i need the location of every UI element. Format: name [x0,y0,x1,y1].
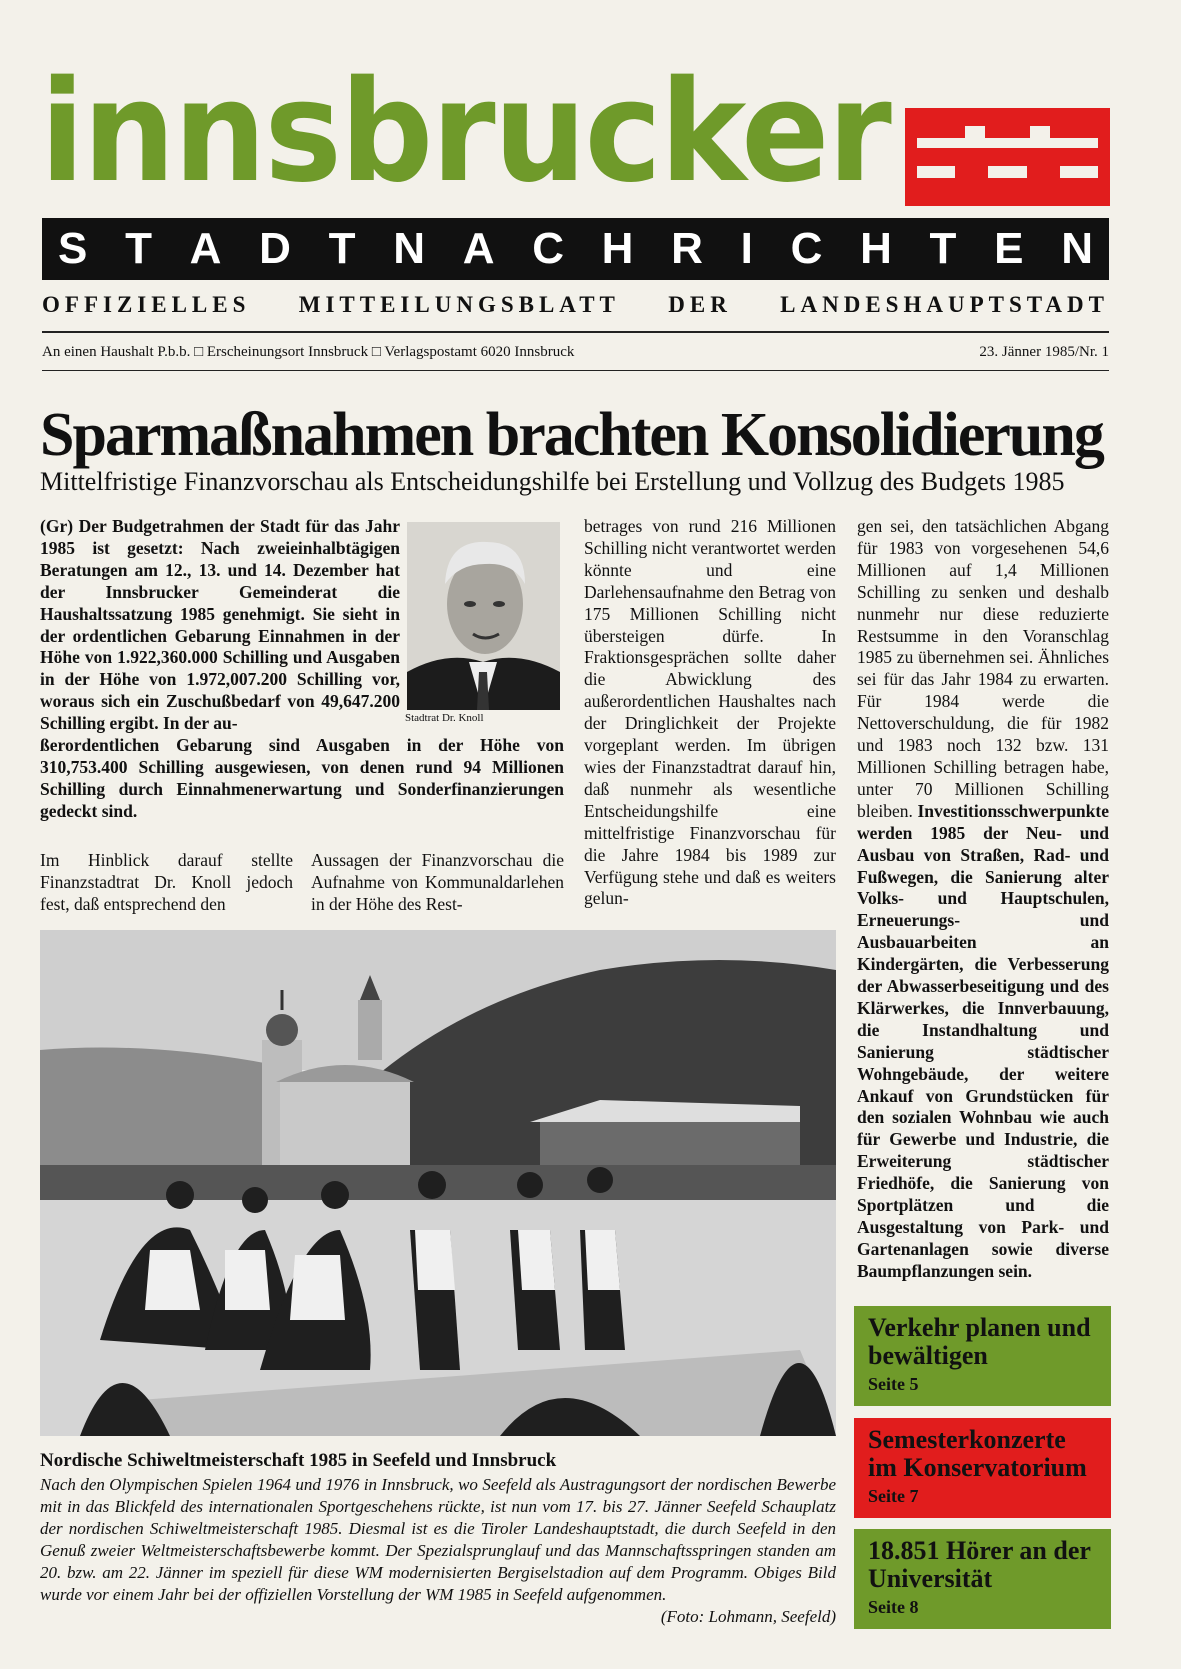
subtitle-letter: S [58,224,88,273]
subtitle-letter: E [994,224,1024,273]
article-column-4 [857,516,1109,1283]
subtitle-letter: C [790,224,823,273]
teaser-box-concerts[interactable] [854,1418,1111,1518]
divider [42,331,1109,333]
subtitle-letter: C [532,224,564,273]
subtitle-letter: A [189,224,222,273]
teaser-title: Semesterkonzerte im Konservatorium [868,1425,1087,1482]
article-subhead: Mittelfristige Finanzvorschau als Entscheidungshilfe bei Erstellung und Vollzug des Budgets 1985 [40,467,1065,496]
subtitle-letter: N [1061,224,1093,273]
subtitle-letter: T [929,224,957,273]
photo-caption-body [40,1474,836,1628]
issue-date: 23. Jänner 1985/Nr. 1 [979,344,1109,360]
tagline-word: MITTEILUNGSBLATT [298,292,620,317]
photo-caption-title: Nordische Schiweltmeisterschaft 1985 in Seefeld und Innsbruck [40,1450,557,1471]
teaser-title: Verkehr planen und bewältigen [868,1313,1091,1370]
photo-credit: (Foto: Lohmann, Seefeld) [660,1607,836,1626]
photo-caption-text: Nach den Olympischen Spielen 1964 und 1976 in Innsbruck, wo Seefeld als Austragungsort der nordischen Bewerbe mit in das Blickfeld des internationalen Sportgeschehens rückte, ist nun vom 17. bis 27. Jänner Seefeld Schauplatz der nordischen Schiweltmeisterschaft 1985. Diesmal ist es die Tiroler Landeshauptstadt, die durch Seefeld in den Genuß zweier Weltmeisterschaftsbewerbe kommt. Der Spezialsprunglauf und das Mannschaftsspringen standen am 20. bzw. am 22. Jänner im speziell für diese WM modernisierten Bergiselstadion auf dem Programm. Obiges Bild wurde vor einem Jahr bei der offiziellen Vorstellung der WM 1985 in Seefeld aufgenommen. [40,1475,836,1604]
teaser-box-traffic[interactable] [854,1306,1111,1406]
divider [42,370,1109,371]
teaser-page: Seite 7 [868,1486,919,1506]
masthead-tagline [42,292,1109,318]
subtitle-letter: T [125,224,152,273]
column-4-bold-text: Investitionsschwerpunkte werden 1985 der Neu- und Ausbau von Straßen, Rad- und Fußwegen, die Sanierung alter Volks- und Hauptschulen, Erneuerungs- und Ausbauarbeiten an Kindergärten, die Verbesserung der Abwasserbeseitigung und des Klärwerkes, die Innverbauung, die Instandhaltung und Sanierung städtischer Wohngebäude, der weitere Ankauf von Grundstücken für den sozialen Wohnbau wie auch für Gewerbe und Industrie, die Erweiterung städtischer Friedhöfe, die Sanierung von Sportplätzen und die Ausgestaltung von Park- und Gartenanlagen sowie diverse Baumpflanzungen sein. [857,800,1109,1281]
article-column-1: Im Hinblick darauf stellte Finanzstadtrat Dr. Knoll jedoch fest, daß entsprechend den [40,850,293,914]
column-4-text: gen sei, den tatsächlichen Abgang für 1983 von vorgesehenen 54,6 Millionen auf 1,4 Millionen Schilling zu senken und deshalb nunmehr nur diese reduzierte Restsumme in den Voranschlag 1985 zu übernehmen sei. Ähnliches sei für das Jahr 1984 zu erwarten. Für 1984 werde die Nettoverschuldung, die für 1982 und 1983 noch 132 bzw. 131 Millionen Schilling betragen habe, unter 70 Millionen Schilling bleiben. [857,516,1109,821]
tagline-word: DER [668,292,732,317]
lead-paragraph-continued: ßerordentlichen Gebarung sind Ausgaben in der Höhe von 310,753.400 Schilling ausgewiesen, von denen rund 94 Millionen Schilling durch Einnahmenerwartung und Sonderfinanzierungen gedeckt sind. [40,735,564,821]
subtitle-letter: R [671,224,703,273]
teaser-page: Seite 8 [868,1597,919,1617]
article-headline: Sparmaßnahmen brachten Konsolidierung [40,401,1103,469]
subtitle-letter: I [740,224,753,273]
portrait-photo [407,522,560,710]
lead-paragraph: (Gr) Der Budgetrahmen der Stadt für das Jahr 1985 ist gesetzt: Nach zweieinhalbtägigen Beratungen am 12., 13. und 14. Dezember hat der Innsbrucker Gemeinderat die Haushaltssatzung 1985 genehmigt. Sie sieht in der ordentlichen Gebarung Einnahmen in der Höhe von 1.922,360.000 Schilling und Ausgaben in der Höhe von 1.972,007.200 Schilling vor, woraus sich ein Zuschußbedarf von 49,647.200 Schilling ergibt. In der au- [40,516,400,734]
subtitle-letter: H [601,224,634,273]
masthead-logo-text: innsbrucker [40,51,890,214]
postal-line: An einen Haushalt P.b.b. □ Erscheinungsort Innsbruck □ Verlagspostamt 6020 Innsbruck [42,344,575,360]
article-column-2: Aussagen der Finanzvorschau die Aufnahme von Kommunaldarlehen in der Höhe des Rest- [311,850,564,914]
subtitle-letter: A [462,224,495,273]
tagline-word: OFFIZIELLES [42,292,251,317]
subtitle-letter: N [393,224,425,273]
subtitle-letter: D [259,224,291,273]
tagline-word: LANDESHAUPTSTADT [780,292,1109,317]
folk-dance-photo [40,930,836,1436]
teaser-page: Seite 5 [868,1374,919,1394]
portrait-caption: Stadtrat Dr. Knoll [405,712,484,724]
masthead-subtitle-bar [42,218,1109,280]
subtitle-letter: H [860,224,892,273]
teaser-box-university[interactable] [854,1529,1111,1629]
article-column-3: betrages von rund 216 Millionen Schilling nicht verantwortet werden könnte und eine Darlehensaufnahme den Betrag von 175 Millionen Schilling nicht übersteigen dürfe. In Fraktionsgesprächen sollte daher die Abwicklung des außerordentlichen Haushaltes nach der Dringlichkeit der Projekte vorgeplant werden. Im übrigen wies der Finanzstadtrat darauf hin, daß nunmehr als wesentliche Entscheidungshilfe eine mittelfristige Finanzvorschau für die Jahre 1984 bis 1989 zur Verfügung stehe und daß es weiters gelun- [584,516,836,909]
subtitle-letter: T [328,224,356,273]
city-emblem-icon [905,108,1110,206]
teaser-title: 18.851 Hörer an der Universität [868,1536,1091,1593]
